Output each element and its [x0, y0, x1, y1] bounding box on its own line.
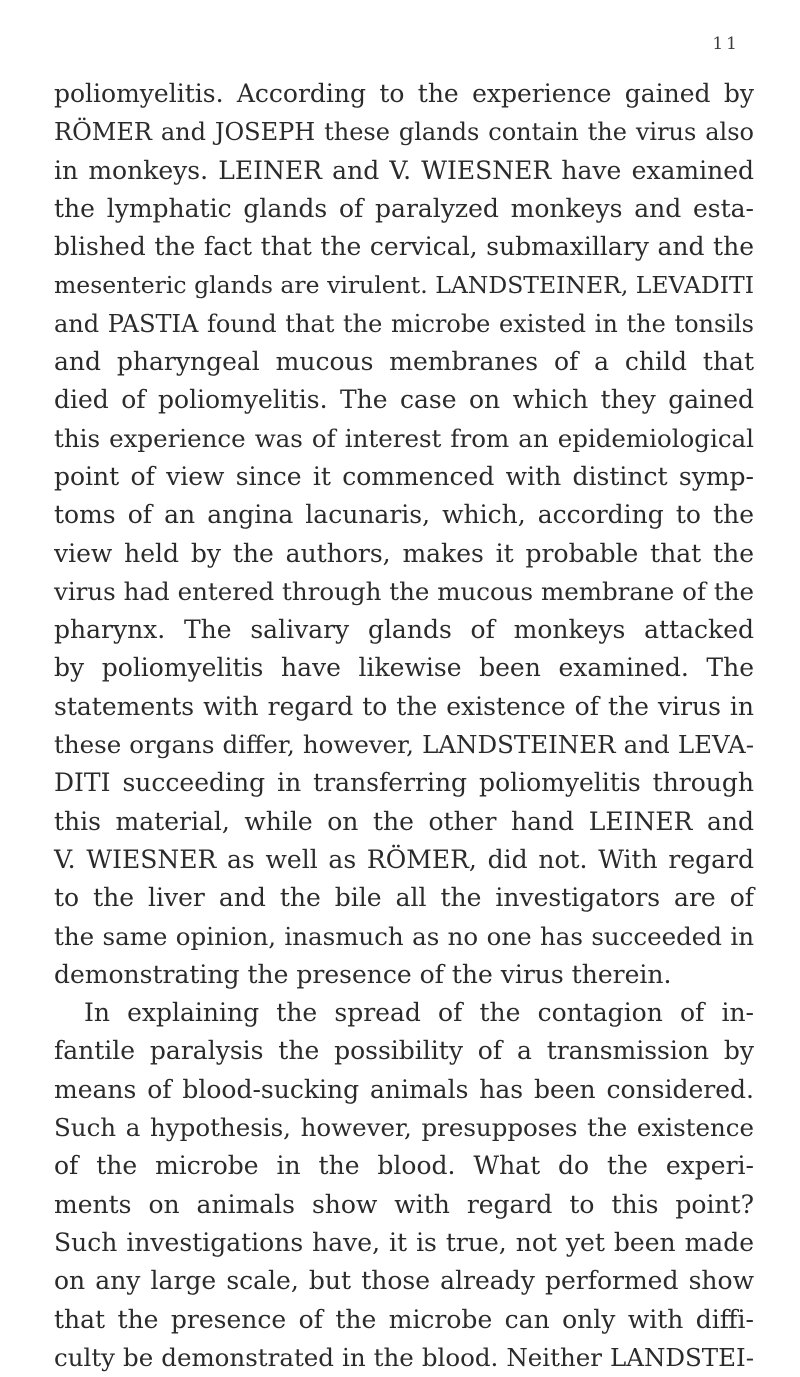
- text-line: on any large scale, but those already performed show: [54, 1266, 754, 1296]
- text-line: V. WIESNER as well as RÖMER, did not. With regard: [54, 844, 754, 874]
- text-line: toms of an angina lacunaris, which, according to the: [54, 500, 754, 530]
- text-line: demonstrating the presence of the virus therein.: [54, 959, 672, 989]
- body-text: [54, 75, 754, 1377]
- text-line: point of view since it commenced with distinct symp-: [54, 461, 754, 491]
- text-line: Such a hypothesis, however, presupposes the existence: [54, 1113, 754, 1143]
- text-line: ments on animals show with regard to this point?: [54, 1189, 754, 1219]
- text-line: the lymphatic glands of paralyzed monkeys and esta-: [54, 193, 754, 223]
- text-line: virus had entered through the mucous membrane of the: [54, 576, 754, 606]
- text-line: means of blood-sucking animals has been considered.: [54, 1074, 754, 1104]
- page-number: 11: [712, 34, 740, 54]
- text-line: these organs differ, however, LANDSTEINER and LEVA-: [54, 730, 754, 760]
- text-line: culty be demonstrated in the blood. Neither LANDSTEI-: [54, 1342, 754, 1372]
- text-line: DITI succeeding in transferring poliomyelitis through: [54, 768, 754, 798]
- text-line: poliomyelitis. According to the experience gained by: [54, 79, 754, 108]
- text-line: fantile paralysis the possibility of a transmission by: [54, 1036, 754, 1066]
- text-line: the same opinion, inasmuch as no one has succeeded in: [54, 921, 754, 951]
- text-line: view held by the authors, makes it probable that the: [54, 538, 754, 568]
- text-line: this experience was of interest from an epidemiological: [54, 423, 754, 453]
- text-line: by poliomyelitis have likewise been examined. The: [54, 653, 754, 683]
- text-line: this material, while on the other hand LEINER and: [54, 806, 754, 836]
- text-line: died of poliomyelitis. The case on which they gained: [54, 385, 754, 415]
- text-line: In explaining the spread of the contagion of in-: [84, 998, 754, 1028]
- text-line: to the liver and the bile all the investigators are of: [54, 883, 754, 913]
- text-line: blished the fact that the cervical, submaxillary and the: [54, 232, 754, 262]
- text-line: RÖMER and JOSEPH these glands contain the virus also: [54, 118, 754, 147]
- text-line: and pharyngeal mucous membranes of a child that: [54, 347, 754, 377]
- text-line: of the microbe in the blood. What do the experi-: [54, 1151, 754, 1181]
- text-line: and PASTIA found that the microbe existed in the tonsils: [54, 309, 754, 338]
- text-line: statements with regard to the existence of the virus in: [54, 691, 754, 721]
- text-line: that the presence of the microbe can only with diffi-: [54, 1304, 754, 1334]
- text-line: in monkeys. LEINER and V. WIESNER have examined: [54, 155, 754, 185]
- text-line: mesenteric glands are virulent. LANDSTEINER, LEVADITI: [54, 271, 754, 300]
- text-line: Such investigations have, it is true, not yet been made: [54, 1227, 754, 1257]
- text-line: pharynx. The salivary glands of monkeys attacked: [54, 615, 754, 645]
